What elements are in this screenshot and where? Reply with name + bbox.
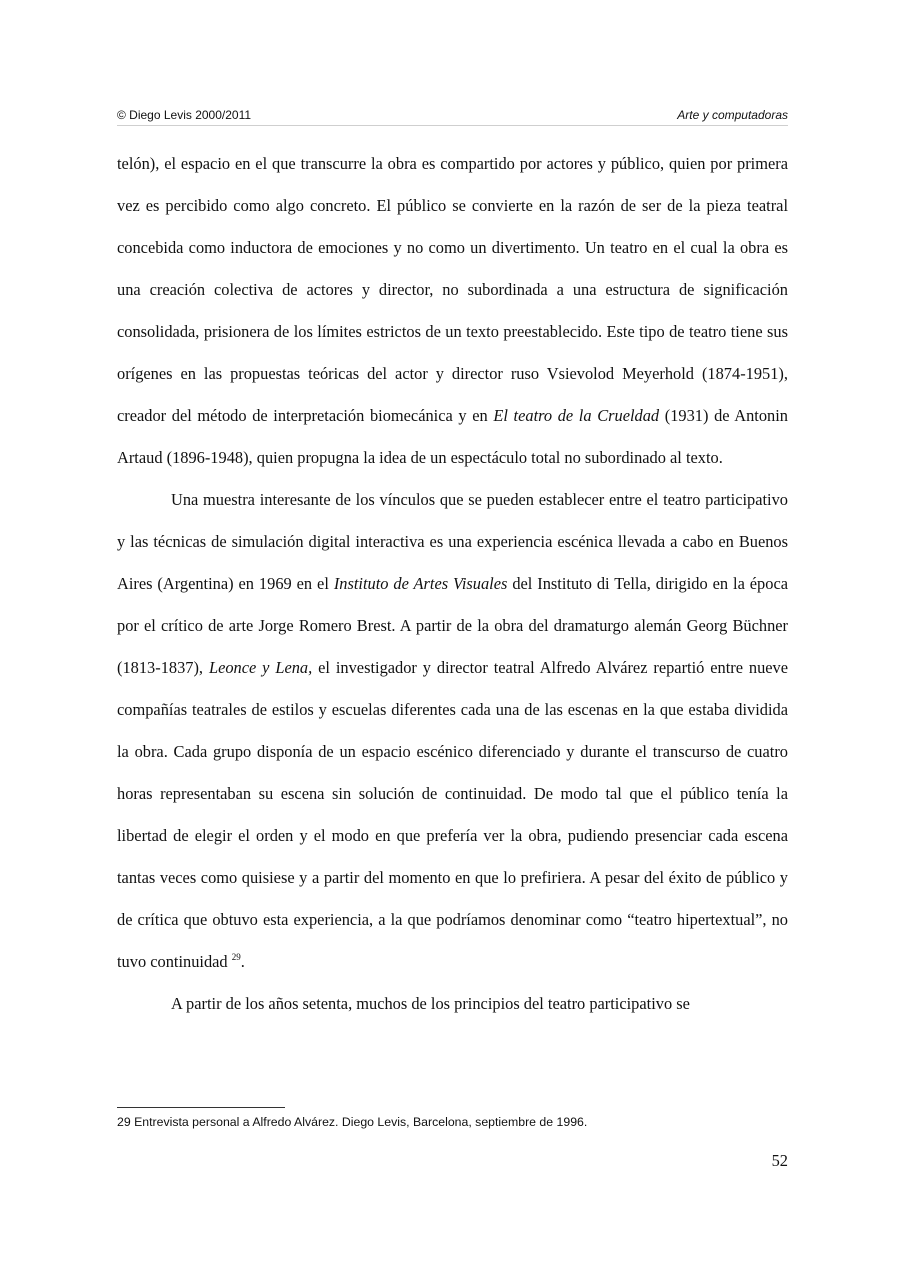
footnote-divider [117,1107,285,1108]
page-number: 52 [771,1151,788,1170]
paragraph-2-text-a: Una muestra interesante de los vínculos que se pueden establecer entre el teatro participativo y las técnicas de simulación digital interactiva es una experiencia escénica llevada a cabo en Buenos Aires (Argentina) en 1969 en el [117,490,788,593]
footnote-reference[interactable]: 29 [231,952,241,962]
paragraph-2-italic-play: Leonce y Lena, [208,658,313,677]
paragraph-1 [117,143,788,479]
paragraph-2-text-c: el investigador y director teatral Alfredo Alvárez repartió entre nueve compañías teatrales de estilos y escuelas diferentes cada una de las escenas en la que estaba dividida la obra. Cada grupo disponía de un espacio escénico diferenciado y durante el transcurso de cuatro horas representaban su escena sin solución de continuidad. De modo tal que el público tenía la libertad de elegir el orden y el modo en que prefería ver la obra, pudiendo presenciar cada escena tantas veces como quisiese y a partir del momento en que lo prefiriera. A pesar del éxito de público y de crítica que obtuvo esta experiencia, a la que podríamos denominar como “teatro hipertextual”, no tuvo continuidad [117,658,789,971]
paragraph-3 [117,983,788,1025]
paragraph-1-end: (1931) de Antonin Artaud (1896-1948), quien propugna la idea de un espectáculo total no subordinado al texto. [117,406,788,467]
running-header [117,107,788,126]
paragraph-2 [117,479,788,983]
paragraph-1-italic-title: El teatro de la Crueldad [493,406,660,425]
paragraph-1-text: telón), el espacio en el que transcurre la obra es compartido por actores y público, quien por primera vez es percibido como algo concreto. El público se convierte en la razón de ser de la pieza teatral concebida como inductora de emociones y no como un divertimento. Un teatro en el cual la obra es una creación colectiva de actores y director, no subordinada a una estructura de significación consolidada, prisionera de los límites estrictos de un texto preestablecido. Este tipo de teatro tiene sus orígenes en las propuestas teóricas del actor y director ruso Vsievolod Meyerhold (1874-1951), creador del método de interpretación biomecánica y en [117,154,788,425]
body-text [117,143,788,1025]
paragraph-2-end: . [240,952,245,971]
paragraph-2-text-b: del Instituto di Tella, dirigido en la época por el crítico de arte Jorge Romero Brest. A partir de la obra del dramaturgo alemán Georg Büchner (1813-1837), [117,574,788,677]
header-book-title: Arte y computadoras [677,108,788,122]
header-copyright: © Diego Levis 2000/2011 [117,108,252,122]
paragraph-2-italic-institute: Instituto de Artes Visuales [333,574,508,593]
paragraph-3-text: A partir de los años setenta, muchos de los principios del teatro participativo se [171,994,690,1013]
footnote: 29 Entrevista personal a Alfredo Alvárez. Diego Levis, Barcelona, septiembre de 1996. [117,1115,588,1129]
